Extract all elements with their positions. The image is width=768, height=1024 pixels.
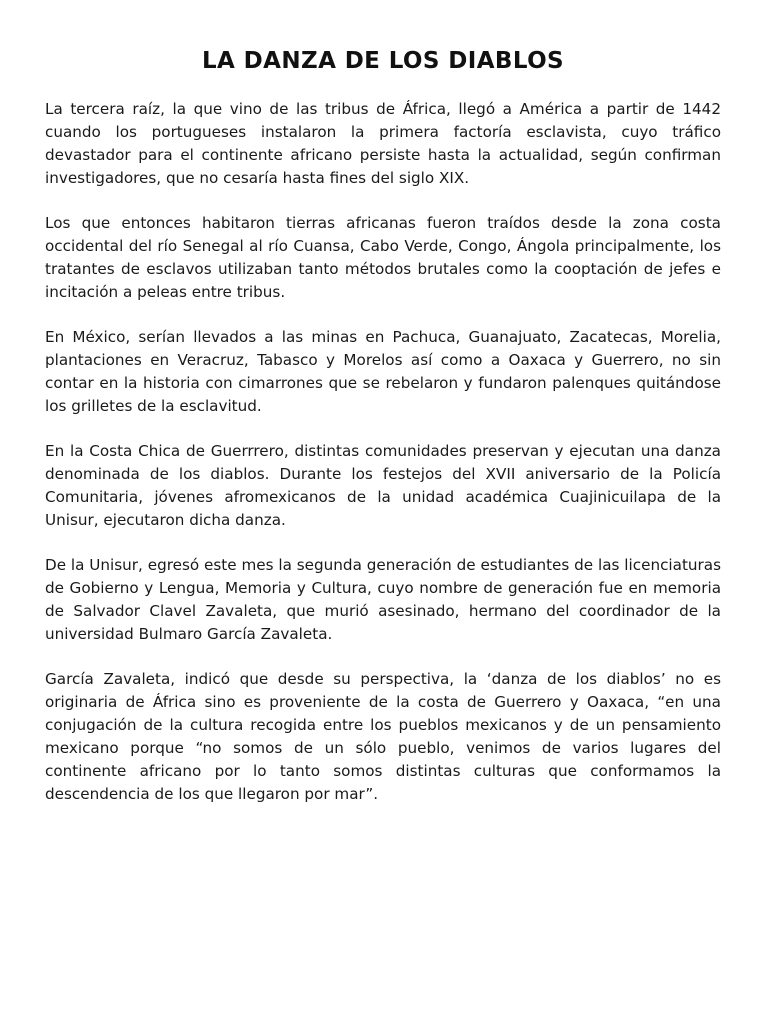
paragraph-2: Los que entonces habitaron tierras africanas fueron traídos desde la zona costa occidental del río Senegal al río Cuansa, Cabo Verde, Congo, Ángola principalmente, los tratantes de esclavos utilizaban tanto métodos brutales como la cooptación de jefes e incitación a peleas entre tribus. — [45, 214, 721, 301]
paragraph-4: En la Costa Chica de Guerrrero, distintas comunidades preservan y ejecutan una danza denominada de los diablos. Durante los festejos del XVII aniversario de la Policía Comunitaria, jóvenes afromexicanos de la unidad académica Cuajinicuilapa de la Unisur, ejecutaron dicha danza. — [45, 442, 721, 529]
paragraph-5: De la Unisur, egresó este mes la segunda generación de estudiantes de las licenciaturas de Gobierno y Lengua, Memoria y Cultura, cuyo nombre de generación fue en memoria de Salvador Clavel Zavaleta, que murió asesinado, hermano del coordinador de la universidad Bulmaro García Zavaleta. — [45, 556, 721, 643]
document-title: LA DANZA DE LOS DIABLOS — [202, 48, 564, 74]
paragraph-1: La tercera raíz, la que vino de las tribus de África, llegó a América a partir de 1442 cuando los portugueses instalaron la primera factoría esclavista, cuyo tráfico devastador para el continente africano persiste hasta la actualidad, según confirman investigadores, que no cesaría hasta fines del siglo XIX. — [45, 100, 721, 187]
document-page — [45, 44, 721, 828]
paragraph-6: García Zavaleta, indicó que desde su perspectiva, la ‘danza de los diablos’ no es originaria de África sino es proveniente de la costa de Guerrero y Oaxaca, “en una conjugación de la cultura recogida entre los pueblos mexicanos y de un pensamiento mexicano porque “no somos de un sólo pueblo, venimos de varios lugares del continente africano por lo tanto somos distintas culturas que conformamos la descendencia de los que llegaron por mar”. — [45, 670, 721, 803]
paragraph-3: En México, serían llevados a las minas en Pachuca, Guanajuato, Zacatecas, Morelia, plantaciones en Veracruz, Tabasco y Morelos así como a Oaxaca y Guerrero, no sin contar en la historia con cimarrones que se rebelaron y fundaron palenques quitándose los grilletes de la esclavitud. — [45, 328, 721, 415]
